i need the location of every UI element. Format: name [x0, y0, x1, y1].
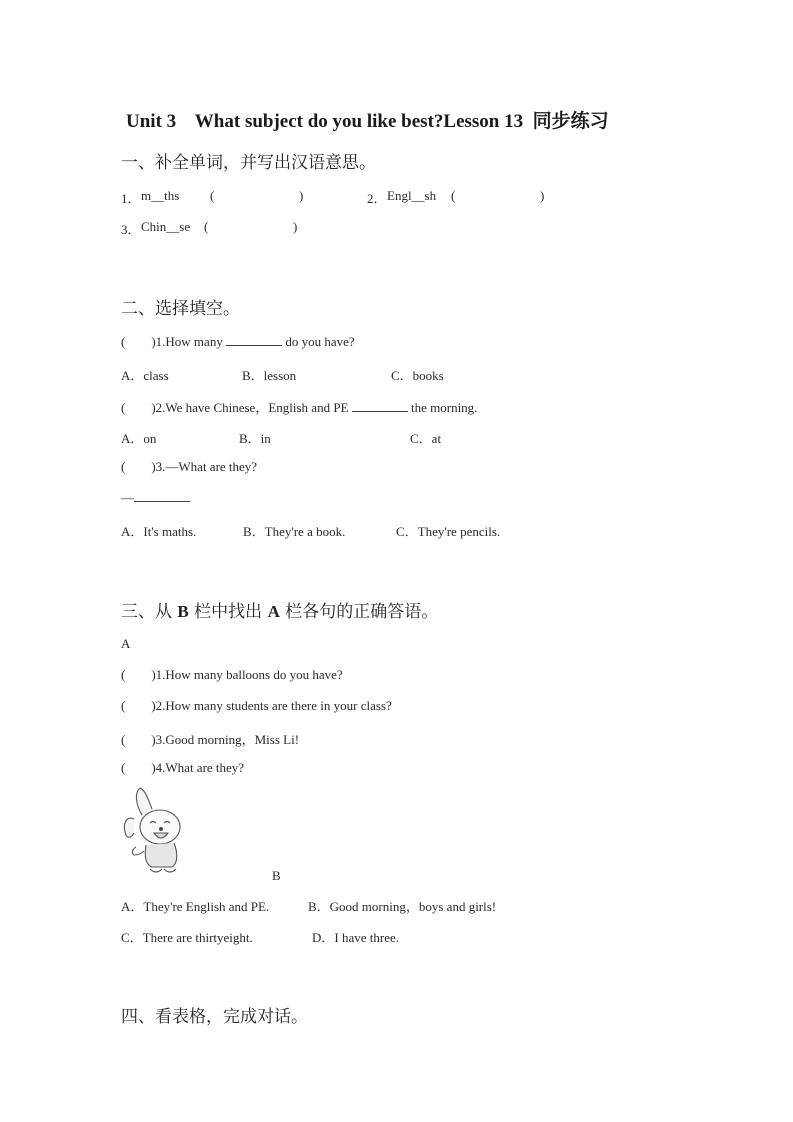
column-a-item-2: ( )2.How many students are there in your class?: [121, 698, 392, 713]
column-b-item-a: A．They're English and PE.: [121, 899, 270, 914]
item-2-number: 2．: [367, 191, 387, 206]
column-a-item-3: ( )3.Good morning，Miss Li!: [121, 732, 300, 747]
column-b-item-b: B．Good morning，boys and girls!: [308, 899, 497, 914]
answer-blank: [226, 335, 282, 346]
column-a-item-4: ( )4.What are they?: [121, 760, 245, 775]
q1-option-c: C．books: [391, 368, 444, 383]
item-3-paren-close: ): [293, 219, 298, 234]
q2-option-b: B．in: [239, 431, 271, 446]
q3-option-a: A．It's maths.: [121, 524, 197, 539]
column-b-label: B: [272, 868, 281, 883]
section-2-heading: 二、选择填空。: [121, 299, 240, 319]
q1-option-b: B．lesson: [242, 368, 297, 383]
rabbit-illustration: [120, 785, 190, 877]
question-2: ( )2.We have Chinese，English and PE the morning.: [121, 400, 478, 415]
column-a-item-1: ( )1.How many balloons do you have?: [121, 667, 343, 682]
section-3-heading: 三、从 B 栏中找出 A 栏各句的正确答语。: [121, 602, 439, 622]
page-title: Unit 3 What subject do you like best?Lesson 13 同步练习: [126, 111, 609, 132]
item-1-paren-open: (: [210, 188, 215, 203]
answer-blank: [134, 491, 190, 502]
column-b-item-d: D．I have three.: [312, 930, 399, 945]
column-a-label: A: [121, 636, 131, 651]
item-1-word: m__ths: [141, 188, 180, 203]
q3-option-b: B．They're a book.: [243, 524, 346, 539]
item-2-paren-open: (: [451, 188, 456, 203]
question-3: ( )3.—What are they?: [121, 459, 258, 474]
item-3-paren-open: (: [204, 219, 209, 234]
item-3-number: 3．: [121, 222, 141, 237]
section-4-heading: 四、看表格，完成对话。: [121, 1007, 308, 1027]
column-b-item-c: C．There are thirtyeight.: [121, 930, 253, 945]
item-3-word: Chin__se: [141, 219, 191, 234]
q1-option-a: A．class: [121, 368, 169, 383]
item-2-word: Engl__sh: [387, 188, 437, 203]
q2-option-c: C．at: [410, 431, 442, 446]
answer-blank: [352, 401, 408, 412]
question-3-answer-line: —: [121, 490, 190, 506]
q2-option-a: A．on: [121, 431, 157, 446]
question-1: ( )1.How many do you have?: [121, 334, 355, 349]
q3-option-c: C．They're pencils.: [396, 524, 501, 539]
item-2-paren-close: ): [540, 188, 545, 203]
item-1-number: 1．: [121, 191, 141, 206]
item-1-paren-close: ): [299, 188, 304, 203]
section-1-heading: 一、补全单词，并写出汉语意思。: [121, 153, 376, 173]
